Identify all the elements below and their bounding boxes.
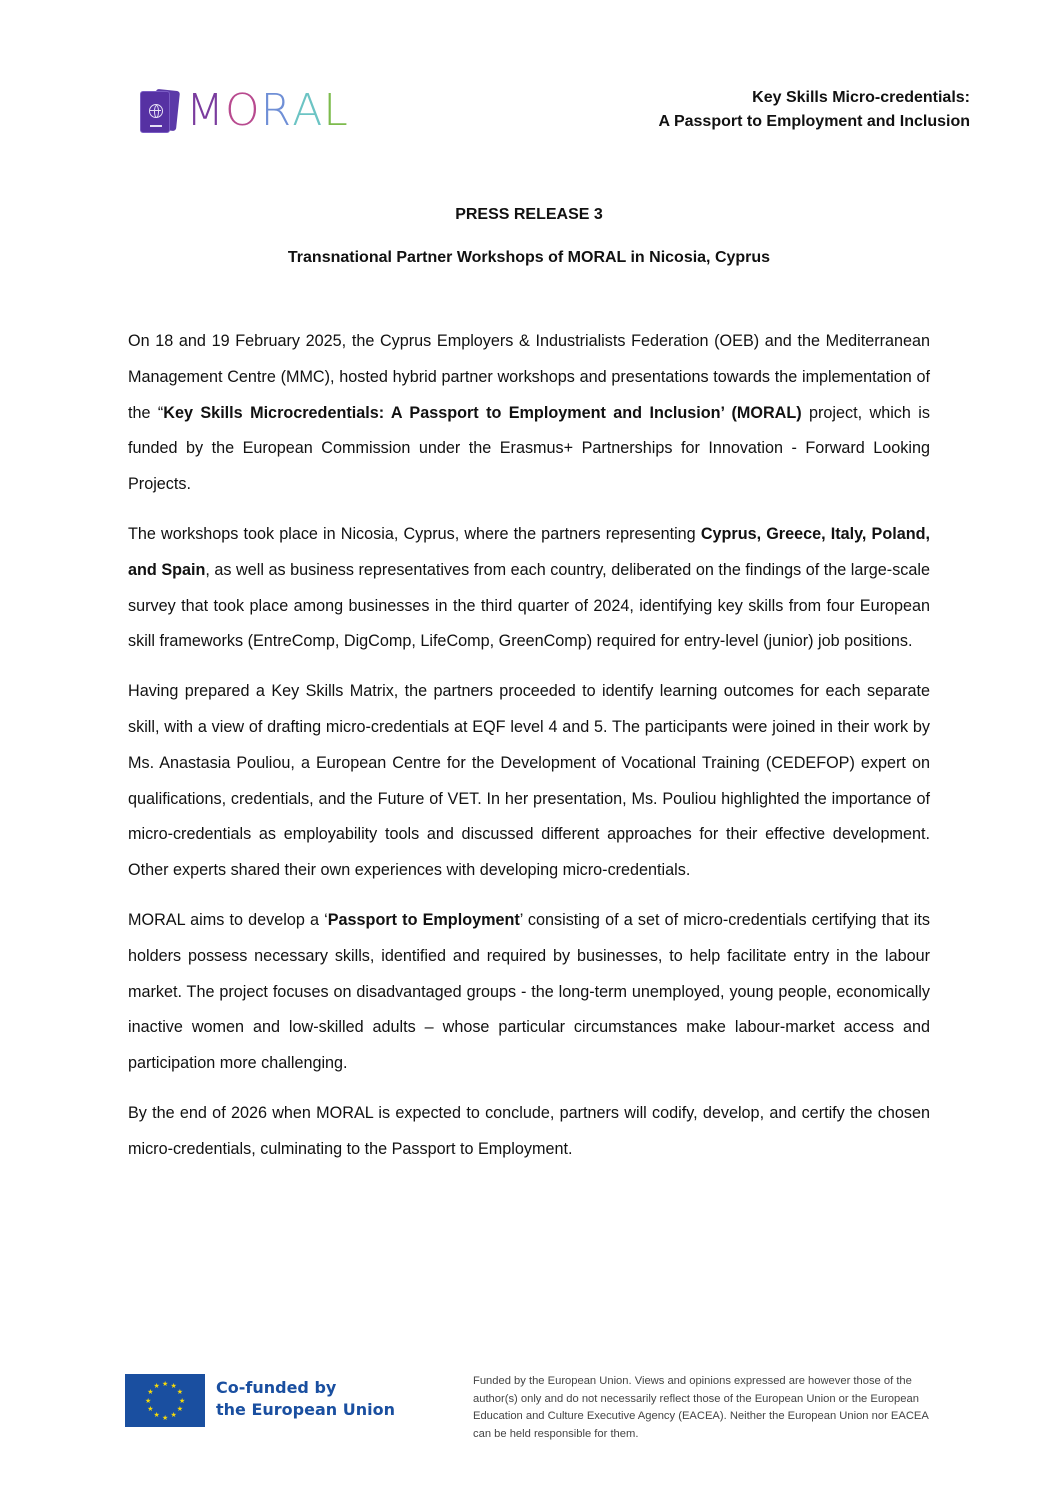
- body-paragraph: [128, 517, 930, 660]
- star-icon: ★: [179, 1396, 186, 1405]
- passport-icon: [140, 88, 180, 134]
- cofunded-line-1: Co-funded by: [216, 1378, 337, 1397]
- text-run: By the end of 2026 when MORAL is expected to conclude, partners will codify, develop, and certify the chosen micro-credentials, culminating to the Passport to Employment.: [128, 1103, 930, 1158]
- project-title: [659, 86, 970, 134]
- star-icon: ★: [176, 1388, 183, 1396]
- body-paragraph: [128, 903, 930, 1082]
- press-release-subtitle: Transnational Partner Workshops of MORAL in Nicosia, Cyprus: [287, 249, 771, 266]
- logo-letter: L: [323, 85, 349, 136]
- logo-wordmark: [186, 85, 349, 136]
- star-icon: ★: [153, 1411, 160, 1420]
- project-title-line-1: Key Skills Micro-credentials:: [752, 89, 970, 106]
- text-run: MORAL aims to develop a ‘: [128, 910, 328, 929]
- moral-logo: [140, 85, 349, 136]
- logo-letter: A: [292, 85, 324, 136]
- project-title-line-2: A Passport to Employment and Inclusion: [658, 113, 970, 130]
- globe-icon: [149, 104, 163, 118]
- star-icon: ★: [147, 1388, 154, 1396]
- text-run: , as well as business representatives from each country, deliberated on the findings of the large-scale survey that took place among businesses in the third quarter of 2024, identifying key skills from four European skill frameworks (EntreComp, DigComp, LifeComp, GreenComp) required for entry-level (junior) job positions.: [128, 560, 930, 651]
- funding-disclaimer: Funded by the European Union. Views and opinions expressed are however those of the author(s) only and do not necessarily reflect those of the European Union or the European Education and Culture Executive Agency (EACEA). Neither the European Union nor EACEA can be held responsible for them.: [473, 1375, 929, 1440]
- cofunded-line-2: the European Union: [216, 1400, 395, 1419]
- bold-text: Cyprus, Greece, Italy, Poland, and Spain: [128, 524, 930, 579]
- logo-letter: M: [186, 85, 225, 136]
- text-run: On 18 and 19 February 2025, the Cyprus Employers & Industrialists Federation (OEB) and the Mediterranean Management Centre (MMC), hosted hybrid partner workshops and presentations towards the implementation of the “: [128, 332, 930, 422]
- star-icon: ★: [170, 1411, 177, 1420]
- text-run: The workshops took place in Nicosia, Cyprus, where the partners representing: [128, 524, 701, 543]
- text-run: project, which is funded by the European Commission under the Erasmus+ Partnerships for Innovation - Forward Looking Projects.: [128, 403, 930, 494]
- star-icon: ★: [153, 1381, 160, 1390]
- text-run: ’ consisting of a set of micro-credentials certifying that its holders possess necessary skills, identified and required by businesses, to help facilitate entry in the labour market. The project focuses on disadvantaged groups - the long-term unemployed, young people, economically inactive women and low-skilled adults – whose particular circumstances make labour-market access and participation more challenging.: [128, 910, 930, 1073]
- star-icon: ★: [162, 1379, 169, 1388]
- logo-letter: R: [260, 85, 293, 136]
- eu-flag-icon: [125, 1374, 205, 1427]
- press-release-body: [128, 324, 930, 1182]
- logo-letter: O: [224, 85, 261, 136]
- bold-text: Passport to Employment: [327, 910, 520, 929]
- body-paragraph: [128, 324, 930, 503]
- body-paragraph: [128, 1096, 930, 1168]
- star-icon: ★: [162, 1413, 169, 1422]
- star-icon: ★: [145, 1396, 152, 1405]
- text-run: Having prepared a Key Skills Matrix, the partners proceeded to identify learning outcomes for each separate skill, with a view of drafting micro-credentials at EQF level 4 and 5. The participants were joined in their work by Ms. Anastasia Pouliou, a European Centre for the Development of Vocational Training (CEDEFOP) expert on qualifications, credentials, and the Future of VET. In her presentation, Ms. Pouliou highlighted the importance of micro-credentials as employability tools and discussed different approaches for their effective development. Other experts shared their own experiences with developing micro-credentials.: [128, 682, 930, 880]
- star-icon: ★: [176, 1405, 183, 1413]
- star-icon: ★: [147, 1405, 154, 1413]
- bold-text: Key Skills Microcredentials: A Passport to Employment and Inclusion’ (MORAL): [163, 403, 802, 422]
- star-icon: ★: [170, 1381, 177, 1390]
- cofunded-label: [216, 1377, 395, 1421]
- press-release-title: PRESS RELEASE 3: [455, 206, 603, 223]
- body-paragraph: [128, 674, 930, 889]
